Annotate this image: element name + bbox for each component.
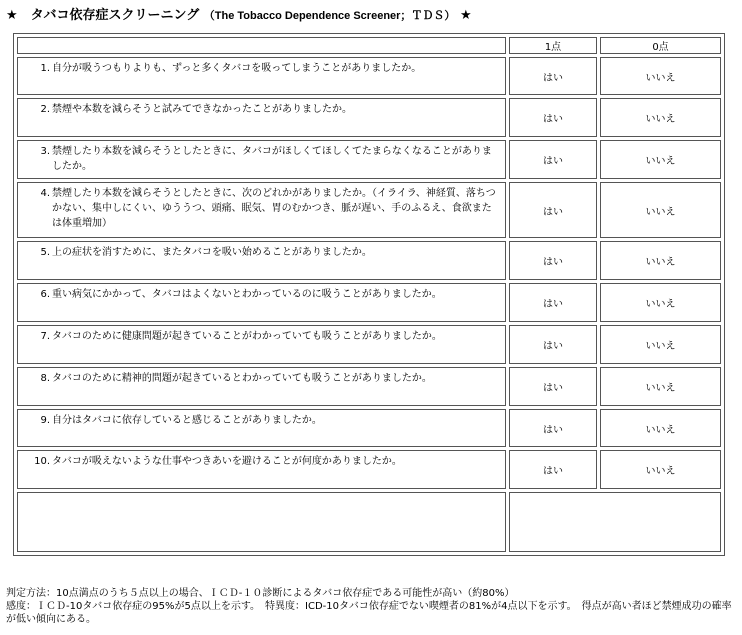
page-title (6, 4, 472, 28)
question-number: 9. (40, 415, 50, 426)
question-number: 6. (40, 289, 50, 300)
answer-yes-cell: はい (509, 325, 597, 364)
answer-no-cell: いいえ (600, 450, 721, 489)
question-row (17, 182, 721, 238)
question-text: 禁煙したり本数を減らそうとしたときに、次のどれかがありましたか。（イライラ、神経質、落ちつかない、集中しにくい、ゆううつ、頭痛、眠気、胃のむかつき、脈が遅い、手のふるえ、食欲または体重増加） (52, 188, 496, 229)
question-text: 上の症状を消すために、またタバコを吸い始めることがありましたか。 (52, 247, 372, 258)
answer-yes-cell: はい (509, 140, 597, 179)
answer-no-cell: いいえ (600, 57, 721, 95)
notes-line-1: 判定方法：10点満点のうち５点以上の場合、ＩＣＤ-１０診断によるタバコ依存症である可能性が高い（約80%） (6, 588, 515, 599)
question-number: 1. (40, 63, 50, 74)
question-text-cell (17, 182, 506, 238)
question-text: 禁煙や本数を減らそうと試みてできなかったことがありましたか。 (52, 104, 352, 115)
answer-no-cell: いいえ (600, 182, 721, 238)
answer-yes-cell: はい (509, 98, 597, 137)
header-0pt: 0点 (600, 37, 721, 54)
answer-yes-cell: はい (509, 182, 597, 238)
question-row (17, 325, 721, 364)
star-icon: ★ (459, 8, 472, 23)
answer-no-cell: いいえ (600, 241, 721, 280)
question-text: 禁煙したり本数を減らそうとしたときに、タバコがほしくてほしくてたまらなくなることがありましたか。 (52, 146, 492, 172)
question-text: タバコが吸えないような仕事やつきあいを避けることが何度かありましたか。 (52, 456, 402, 467)
screener-table (13, 33, 725, 556)
question-number: 7. (40, 331, 50, 342)
header-row (17, 37, 721, 54)
question-row (17, 283, 721, 322)
question-row (17, 450, 721, 489)
blank-cell-right (509, 492, 721, 552)
question-text-cell (17, 98, 506, 137)
question-row (17, 98, 721, 137)
answer-no-cell: いいえ (600, 98, 721, 137)
question-number: 4. (40, 188, 50, 199)
blank-cell-left (17, 492, 506, 552)
answer-no-cell: いいえ (600, 283, 721, 322)
answer-yes-cell: はい (509, 367, 597, 406)
question-row (17, 140, 721, 179)
answer-yes-cell: はい (509, 409, 597, 447)
answer-yes-cell: はい (509, 57, 597, 95)
question-number: 5. (40, 247, 50, 258)
answer-no-cell: いいえ (600, 367, 721, 406)
title-main: ★ タバコ依存症スクリーニング (6, 8, 200, 23)
question-row (17, 241, 721, 280)
answer-yes-cell: はい (509, 450, 597, 489)
answer-no-cell: いいえ (600, 140, 721, 179)
notes-line-2: 感度：ＩＣＤ-10タバコ依存症の95%が5点以上を示す。 特異度：ICD-10タバコ依存症でない喫煙者の81%が4点以下を示す。 得点が高い者ほど禁煙成功の確率が低い傾向にある。 (6, 601, 732, 625)
question-text-cell (17, 325, 506, 364)
question-text: 重い病気にかかって、タバコはよくないとわかっているのに吸うことがありましたか。 (52, 289, 442, 300)
question-text: タバコのために健康問題が起きていることがわかっていても吸うことがありましたか。 (52, 331, 442, 342)
title-english: （The Tobacco Dependence Screener；ＴＤＳ） (203, 10, 456, 22)
answer-yes-cell: はい (509, 241, 597, 280)
question-row (17, 57, 721, 95)
question-text: 自分はタバコに依存していると感じることがありましたか。 (52, 415, 322, 426)
question-text-cell (17, 283, 506, 322)
header-1pt: 1点 (509, 37, 597, 54)
question-row (17, 409, 721, 447)
question-text-cell (17, 140, 506, 179)
question-number: 8. (40, 373, 50, 384)
question-text-cell (17, 409, 506, 447)
answer-no-cell: いいえ (600, 409, 721, 447)
question-text-cell (17, 57, 506, 95)
question-text-cell (17, 241, 506, 280)
question-number: 2. (40, 104, 50, 115)
header-blank-cell (17, 37, 506, 54)
question-text: タバコのために精神的問題が起きているとわかっていても吸うことがありましたか。 (52, 373, 432, 384)
question-text-cell (17, 450, 506, 489)
question-text-cell (17, 367, 506, 406)
question-text: 自分が吸うつもりよりも、ずっと多くタバコを吸ってしまうことがありましたか。 (52, 63, 422, 74)
answer-no-cell: いいえ (600, 325, 721, 364)
answer-yes-cell: はい (509, 283, 597, 322)
question-number: 10. (34, 456, 50, 467)
question-row (17, 367, 721, 406)
question-number: 3. (40, 146, 50, 157)
blank-score-row (17, 492, 721, 552)
judgement-notes (6, 587, 736, 626)
